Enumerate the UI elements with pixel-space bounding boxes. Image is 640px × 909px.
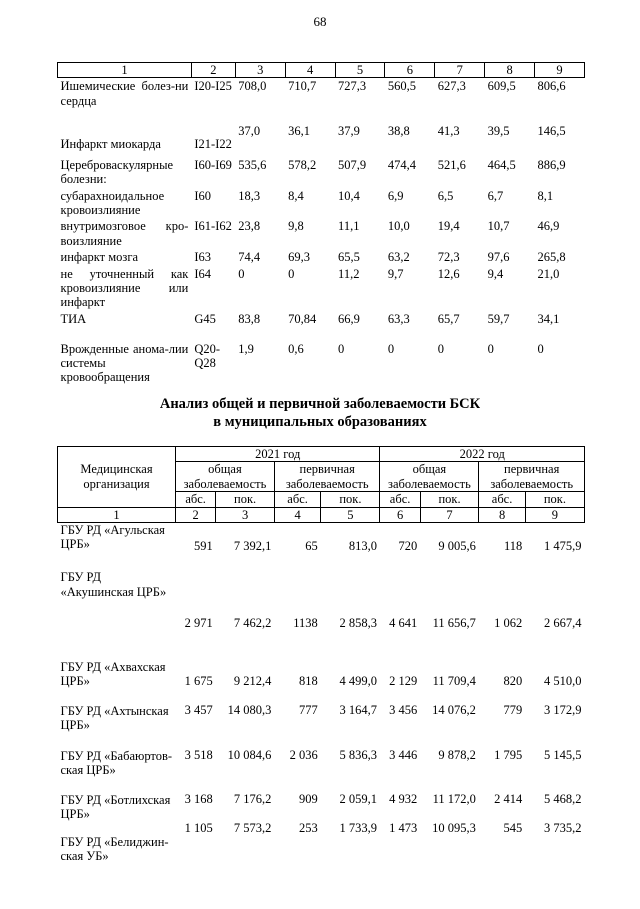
row-code: I21-I22 bbox=[194, 136, 232, 151]
cell: 39,5 bbox=[487, 123, 510, 138]
page-number: 68 bbox=[313, 14, 327, 29]
cell: 18,3 bbox=[238, 188, 261, 203]
cell: 0,6 bbox=[288, 341, 304, 356]
header-abs: абс. bbox=[380, 492, 420, 507]
section-heading-line1: Анализ общей и первичной заболеваемости БСК bbox=[159, 396, 481, 412]
table-row bbox=[58, 249, 585, 265]
cell: 9 878,2 bbox=[438, 747, 476, 762]
cell: 7 392,1 bbox=[233, 539, 272, 554]
col-num-7: 7 bbox=[420, 507, 479, 522]
cell: 21,0 bbox=[537, 266, 560, 281]
cell: 2 059,1 bbox=[339, 792, 377, 807]
cell: 777 bbox=[299, 703, 318, 718]
table-row bbox=[58, 78, 585, 121]
table-row bbox=[58, 311, 585, 341]
cell: 37,0 bbox=[238, 123, 261, 138]
cell: 69,3 bbox=[288, 250, 311, 265]
row-code: I61-I62 bbox=[194, 219, 232, 234]
cell: 535,6 bbox=[238, 157, 267, 172]
org-name: ГБУ РД «Агульская ЦРБ» bbox=[60, 522, 165, 552]
header-pok: пок. bbox=[525, 492, 584, 507]
header-general-2021: общая заболеваемость bbox=[176, 462, 275, 492]
cell: 70,84 bbox=[288, 311, 317, 326]
row-code: G45 bbox=[194, 311, 216, 326]
cell: 23,8 bbox=[238, 219, 261, 234]
cell: 1138 bbox=[293, 616, 318, 630]
header-row-years bbox=[58, 447, 585, 462]
cell: 38,8 bbox=[387, 123, 410, 138]
org-name: ГБУ РД «Ботлихская ЦРБ» bbox=[60, 792, 171, 821]
cell: 34,1 bbox=[537, 311, 560, 326]
table-row bbox=[58, 341, 585, 386]
row-code: I63 bbox=[194, 250, 212, 265]
cell: 4 932 bbox=[389, 792, 418, 807]
cell: 65,7 bbox=[437, 311, 460, 326]
org-name: ГБУ РД «Ахтынская ЦРБ» bbox=[60, 703, 169, 732]
cell: 591 bbox=[193, 539, 213, 554]
col-num-5: 5 bbox=[335, 63, 385, 78]
section-heading-line2: в муниципальных образованиях bbox=[213, 414, 427, 430]
cell: 6,9 bbox=[387, 188, 404, 203]
cell: 813,0 bbox=[348, 539, 377, 554]
row-code: I60 bbox=[194, 188, 212, 203]
col-num-1: 1 bbox=[58, 63, 192, 78]
cell: 65 bbox=[305, 539, 318, 554]
header-abs: абс. bbox=[176, 492, 216, 507]
cell: 2 036 bbox=[289, 747, 318, 762]
col-num-2: 2 bbox=[176, 507, 216, 522]
cell: 83,8 bbox=[238, 311, 261, 326]
cell: 10,4 bbox=[338, 188, 360, 203]
row-name: Врожденные анома-лии системы кровообращения bbox=[60, 341, 189, 385]
row-name: ТИА bbox=[60, 311, 87, 326]
cell: 19,4 bbox=[437, 219, 460, 234]
org-name: ГБУ РД «Акушинская ЦРБ» bbox=[60, 570, 167, 599]
cell: 8,4 bbox=[288, 188, 304, 203]
table-row bbox=[58, 188, 585, 219]
cell: 65,5 bbox=[338, 250, 360, 265]
header-primary-2021: первичная заболеваемость bbox=[274, 462, 380, 492]
org-name: ГБУ РД «Бабаюртов-ская ЦРБ» bbox=[60, 748, 173, 777]
cell: 2 414 bbox=[494, 792, 523, 807]
cell: 727,3 bbox=[338, 79, 367, 94]
cell: 146,5 bbox=[537, 123, 566, 138]
row-code: I60-I69 bbox=[194, 157, 232, 172]
cell: 3 172,9 bbox=[544, 703, 582, 718]
cell: 14 080,3 bbox=[227, 703, 272, 718]
cell: 521,6 bbox=[437, 157, 466, 172]
cell: 253 bbox=[299, 821, 318, 836]
header-abs: абс. bbox=[479, 492, 525, 507]
cell: 710,7 bbox=[288, 79, 317, 94]
row-name: Инфаркт миокарда bbox=[60, 136, 161, 151]
cell: 1 475,9 bbox=[544, 539, 582, 554]
table-row bbox=[58, 777, 585, 821]
org-name: ГБУ РД «Ахвахская ЦРБ» bbox=[60, 659, 166, 688]
cell: 560,5 bbox=[387, 79, 417, 94]
cell: 1 105 bbox=[184, 821, 213, 836]
cell: 627,3 bbox=[437, 79, 466, 94]
cell: 886,9 bbox=[537, 157, 566, 172]
cell: 4 510,0 bbox=[544, 674, 582, 688]
cell: 818 bbox=[299, 674, 318, 688]
cell: 0 bbox=[537, 341, 544, 356]
cell: 41,3 bbox=[437, 123, 460, 138]
header-general-2022: общая заболеваемость bbox=[380, 462, 479, 492]
cell: 720 bbox=[398, 539, 418, 554]
col-num-4: 4 bbox=[285, 63, 335, 78]
cell: 578,2 bbox=[288, 157, 317, 172]
cell: 12,6 bbox=[437, 266, 460, 281]
cell: 507,9 bbox=[338, 157, 367, 172]
cell: 609,5 bbox=[487, 79, 516, 94]
row-code: I20-I25 bbox=[194, 79, 232, 94]
cell: 7 462,2 bbox=[233, 616, 272, 630]
municipal-morbidity-table bbox=[57, 446, 585, 863]
row-name: Ишемические болез-ни сердца bbox=[60, 79, 189, 108]
cell: 474,4 bbox=[387, 157, 417, 172]
cell: 46,9 bbox=[537, 219, 560, 234]
cell: 1 062 bbox=[494, 616, 523, 630]
cell: 4 641 bbox=[389, 616, 418, 630]
col-num-6: 6 bbox=[380, 507, 420, 522]
header-row-numbers bbox=[58, 507, 585, 522]
cell: 1 733,9 bbox=[339, 821, 377, 836]
column-number-row bbox=[58, 63, 585, 78]
cell: 10 095,3 bbox=[432, 821, 476, 836]
table-row bbox=[58, 522, 585, 570]
cell: 14 076,2 bbox=[432, 703, 476, 718]
table-row bbox=[58, 121, 585, 152]
cell: 3 446 bbox=[389, 747, 418, 762]
cell: 10,7 bbox=[487, 219, 510, 234]
row-name: не уточненный как кровоизлияние или инфаркт bbox=[60, 266, 189, 310]
cell: 59,7 bbox=[487, 311, 510, 326]
cell: 6,5 bbox=[437, 188, 454, 203]
table-row bbox=[58, 570, 585, 630]
table-row bbox=[58, 152, 585, 188]
cell: 3 735,2 bbox=[544, 821, 582, 836]
cell: 11,2 bbox=[338, 266, 360, 281]
cell: 10 084,6 bbox=[227, 747, 272, 762]
cell: 3 456 bbox=[389, 703, 418, 718]
cell: 9,4 bbox=[487, 266, 504, 281]
cell: 545 bbox=[503, 821, 523, 836]
cell: 0 bbox=[387, 341, 395, 356]
cell: 74,4 bbox=[238, 250, 261, 265]
cell: 7 176,2 bbox=[233, 792, 272, 807]
cell: 118 bbox=[503, 539, 523, 554]
row-name: инфаркт мозга bbox=[60, 250, 139, 265]
row-name: внутримозговое кро-воизлияние bbox=[60, 219, 189, 248]
header-primary-2022: первичная заболеваемость bbox=[479, 462, 585, 492]
cell: 11 709,4 bbox=[432, 674, 476, 688]
col-num-3: 3 bbox=[216, 507, 275, 522]
header-org: Медицинская организация bbox=[58, 447, 176, 508]
cell: 1,9 bbox=[238, 341, 254, 356]
cell: 265,8 bbox=[537, 250, 566, 265]
cell: 0 bbox=[288, 266, 295, 281]
cell: 5 468,2 bbox=[544, 792, 582, 807]
cell: 464,5 bbox=[487, 157, 516, 172]
cell: 5 145,5 bbox=[544, 747, 582, 762]
col-num-9: 9 bbox=[535, 63, 585, 78]
cell: 37,9 bbox=[338, 123, 360, 138]
cell: 5 836,3 bbox=[339, 747, 377, 762]
table-row bbox=[58, 630, 585, 688]
cell: 3 168 bbox=[184, 792, 213, 807]
table-row bbox=[58, 821, 585, 863]
cell: 2 667,4 bbox=[544, 616, 582, 630]
cell: 9 005,6 bbox=[438, 539, 476, 554]
cell: 11 172,0 bbox=[432, 792, 476, 807]
col-num-8: 8 bbox=[485, 63, 535, 78]
cell: 2 971 bbox=[184, 616, 213, 630]
header-pok: пок. bbox=[216, 492, 275, 507]
cell: 3 518 bbox=[184, 747, 213, 762]
cell: 4 499,0 bbox=[339, 674, 377, 688]
cell: 820 bbox=[503, 674, 523, 688]
row-name: Цереброваскулярные болезни: bbox=[60, 157, 174, 187]
cell: 8,1 bbox=[537, 188, 554, 203]
cell: 708,0 bbox=[238, 79, 267, 94]
row-name: субарахноидальное кровоизлияние bbox=[60, 188, 165, 217]
disease-rate-table bbox=[57, 62, 585, 386]
cell: 0 bbox=[487, 341, 494, 356]
col-num-5: 5 bbox=[321, 507, 380, 522]
row-code: I64 bbox=[194, 266, 212, 281]
cell: 11,1 bbox=[338, 219, 360, 234]
cell: 7 573,2 bbox=[233, 821, 272, 836]
cell: 6,7 bbox=[487, 188, 504, 203]
header-year-2021: 2021 год bbox=[176, 447, 380, 462]
cell: 10,0 bbox=[387, 219, 410, 234]
cell: 0 bbox=[238, 266, 245, 281]
cell: 1 795 bbox=[494, 747, 523, 762]
cell: 97,6 bbox=[487, 250, 510, 265]
cell: 3 164,7 bbox=[339, 703, 377, 718]
cell: 9,7 bbox=[387, 266, 404, 281]
col-num-2: 2 bbox=[191, 63, 235, 78]
cell: 806,6 bbox=[537, 79, 566, 94]
col-num-4: 4 bbox=[274, 507, 320, 522]
cell: 9,8 bbox=[288, 219, 304, 234]
cell: 909 bbox=[299, 792, 318, 807]
table-row bbox=[58, 688, 585, 732]
table-row bbox=[58, 266, 585, 311]
org-name: ГБУ РД «Белиджин-ская УБ» bbox=[60, 834, 169, 863]
cell: 0 bbox=[437, 341, 445, 356]
cell: 1 473 bbox=[389, 821, 418, 836]
cell: 11 656,7 bbox=[432, 616, 476, 630]
cell: 63,2 bbox=[387, 250, 410, 265]
cell: 3 457 bbox=[184, 703, 213, 718]
col-num-7: 7 bbox=[435, 63, 485, 78]
col-num-9: 9 bbox=[525, 507, 584, 522]
cell: 2 129 bbox=[389, 674, 418, 688]
col-num-6: 6 bbox=[385, 63, 435, 78]
header-pok: пок. bbox=[420, 492, 479, 507]
cell: 0 bbox=[338, 341, 345, 356]
cell: 2 858,3 bbox=[339, 616, 377, 630]
cell: 1 675 bbox=[184, 674, 213, 688]
row-code: Q20-Q28 bbox=[194, 341, 221, 370]
col-num-8: 8 bbox=[479, 507, 525, 522]
header-pok: пок. bbox=[321, 492, 380, 507]
cell: 63,3 bbox=[387, 311, 410, 326]
header-year-2022: 2022 год bbox=[380, 447, 585, 462]
table-row bbox=[58, 732, 585, 777]
cell: 9 212,4 bbox=[233, 674, 272, 688]
table-row bbox=[58, 218, 585, 249]
cell: 72,3 bbox=[437, 250, 460, 265]
col-num-1: 1 bbox=[58, 507, 176, 522]
cell: 779 bbox=[503, 703, 523, 718]
col-num-3: 3 bbox=[235, 63, 285, 78]
cell: 36,1 bbox=[288, 123, 311, 138]
cell: 66,9 bbox=[338, 311, 360, 326]
header-abs: абс. bbox=[274, 492, 320, 507]
